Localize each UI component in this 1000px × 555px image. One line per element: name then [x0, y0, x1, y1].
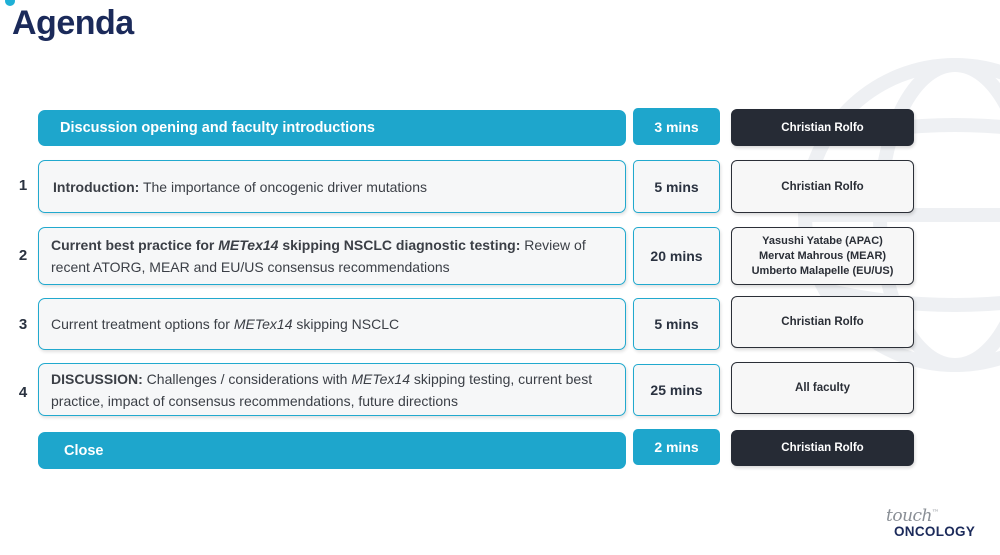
topic-text: Current treatment options for METex14 skipping NSCLC	[51, 316, 400, 332]
speaker-box	[731, 296, 914, 348]
speaker-name: Christian Rolfo	[781, 121, 864, 134]
speaker-box	[731, 362, 914, 414]
speaker-name: Christian Rolfo	[781, 316, 864, 328]
speaker-name: All faculty	[795, 382, 850, 394]
time-box	[633, 298, 720, 350]
topic-box	[38, 110, 626, 146]
time-text: 2 mins	[654, 439, 699, 455]
time-box	[633, 108, 720, 145]
speaker-box	[731, 160, 914, 213]
speaker-name: Yasushi Yatabe (APAC)	[762, 234, 883, 247]
topic-text: Close	[64, 442, 104, 459]
time-text: 5 mins	[654, 316, 699, 332]
speaker-name: Umberto Malapelle (EU/US)	[751, 264, 894, 277]
time-text: 5 mins	[654, 178, 699, 195]
speaker-box	[731, 109, 914, 146]
row-number: 1	[18, 177, 28, 194]
touch-oncology-logo	[884, 506, 984, 546]
topic-box	[38, 298, 626, 350]
time-text: 25 mins	[650, 382, 703, 398]
speaker-name: Mervat Mahrous (MEAR)	[758, 249, 887, 262]
topic-text: Discussion opening and faculty introductions	[60, 120, 375, 136]
logo-oncology-text: ONCOLOGY	[894, 524, 976, 539]
speaker-name: Christian Rolfo	[781, 442, 864, 454]
speaker-name: Christian Rolfo	[781, 180, 864, 193]
time-box	[633, 160, 720, 213]
speaker-box	[731, 430, 914, 466]
time-text: 20 mins	[650, 248, 703, 264]
time-text: 3 mins	[654, 118, 699, 135]
topic-box	[38, 160, 626, 213]
time-box	[633, 364, 720, 416]
row-number: 3	[18, 316, 28, 333]
page-title: Agenda	[12, 4, 134, 42]
row-number: 2	[18, 247, 28, 264]
topic-box	[38, 227, 626, 285]
topic-text: Introduction: The importance of oncogenic driver mutations	[53, 178, 427, 195]
logo-touch-text: touch™	[886, 506, 939, 526]
topic-box	[38, 363, 626, 416]
time-box	[633, 429, 720, 465]
topic-text: DISCUSSION: Challenges / considerations with METex14 skipping testing, current best practice, impact of consensus recommendations, future directions	[51, 370, 593, 409]
topic-box	[38, 432, 626, 469]
time-box	[633, 227, 720, 285]
topic-text: Current best practice for METex14 skipping NSCLC diagnostic testing: Review of recent ATORG, MEAR and EU/US consensus recommendations	[51, 237, 586, 275]
speaker-box	[731, 227, 914, 285]
row-number: 4	[18, 384, 28, 401]
